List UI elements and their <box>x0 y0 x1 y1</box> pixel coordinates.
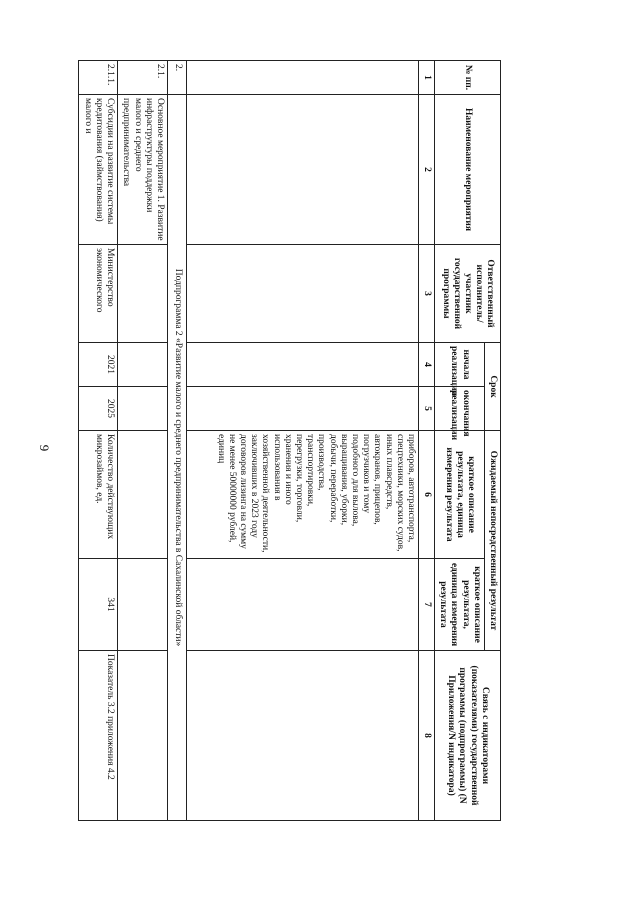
header-num: № пп. <box>434 61 500 95</box>
col-number: 5 <box>418 387 434 431</box>
landscape-table-area <box>82 60 501 820</box>
row-2-1-1 <box>79 61 118 821</box>
row-2-1 <box>117 61 167 821</box>
col-number: 6 <box>418 431 434 559</box>
header-name: Наименование мероприятия <box>434 95 500 245</box>
header-row-1 <box>484 61 500 821</box>
header-result-desc: краткое описание результата, единица измерения результата <box>434 431 484 559</box>
start-year: 2021 <box>79 343 118 387</box>
header-term: Срок <box>484 343 500 431</box>
subprogram-title: Подпрограмма 2 «Развитие малого и среднего предпринимательства в Сахалинской области» <box>167 95 186 821</box>
activity-name: Основное мероприятие 1. Развитие инфраструктуры поддержки малого и среднего предпринимательства <box>117 95 167 245</box>
col-number: 7 <box>418 559 434 651</box>
executor: Министерство экономического <box>79 245 118 343</box>
page-number: 9 <box>37 444 52 452</box>
col-number: 2 <box>418 95 434 245</box>
subprogram-number: 2. <box>167 61 186 95</box>
result-value: 341 <box>79 559 118 651</box>
header-expected-result: Ожидаемый непосредственный результат <box>484 431 500 651</box>
header-indicator-link: Связь с индикаторами (показателями) государственной программы (подпрограммы) (N Приложения/N индикатора) <box>434 651 500 821</box>
col-number: 3 <box>418 245 434 343</box>
continued-result-text: приборов, автотранспорта, спецтехники, морских судов, иных плавсредств, автокранов, прицепов, погрузчиков и тому подобного для вылова, выращивания, уборки, добычи, переработки, производства, транспортировки, перегрузки, торговли, хранения и иного использования в хозяйственной деятельности, заключивших в 2023 году договоров лизинга на сумму не менее 50000000 рублей, единиц <box>186 431 418 559</box>
subprogram-row <box>167 61 186 821</box>
header-executor: Ответственный исполнитель/участник государственной программы <box>434 245 500 343</box>
col-number: 8 <box>418 651 434 821</box>
row-number: 2.1.1. <box>79 61 118 95</box>
indicator-link: Показатель 3.2 приложения 4.2 <box>79 651 118 821</box>
col-number: 1 <box>418 61 434 95</box>
col-number: 4 <box>418 343 434 387</box>
activities-table <box>78 60 501 821</box>
result-description: Количество действующих микрозаймов, ед. <box>79 431 118 559</box>
row-number: 2.1. <box>117 61 167 95</box>
rotated-table-wrapper <box>82 60 633 820</box>
header-start: начала реализации <box>434 343 484 387</box>
continued-row <box>186 61 418 821</box>
header-result-short: краткое описание результата, единица измерения результата <box>434 559 484 651</box>
header-end: окончания реализации <box>434 387 484 431</box>
column-numbers-row <box>418 61 434 821</box>
end-year: 2025 <box>79 387 118 431</box>
activity-name: Субсидии на развитие системы кредитования (займствования) малого и <box>79 95 118 245</box>
